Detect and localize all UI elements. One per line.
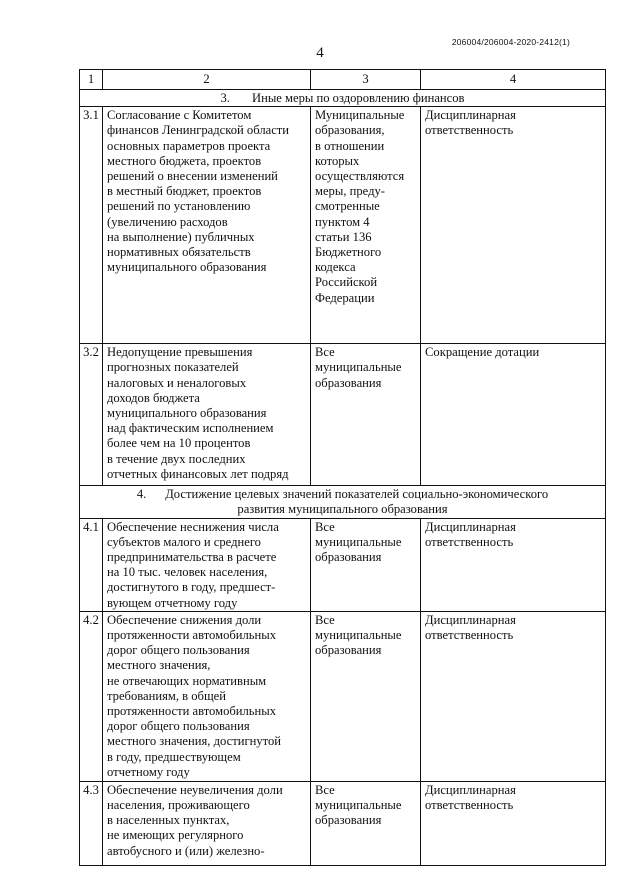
text-line: муниципального образования — [107, 260, 267, 275]
text-line: дорог общего пользования — [107, 643, 250, 658]
text-line: Все — [315, 782, 335, 797]
text-line: местного значения, достигнутой — [107, 734, 282, 749]
text-line: Согласование с Комитетом — [107, 108, 252, 123]
text-line: кодекса — [315, 260, 356, 275]
text-line: достигнутого в году, предшест- — [107, 580, 276, 595]
table-row — [80, 344, 606, 486]
text-line: налоговых и неналоговых — [107, 375, 247, 390]
measure-cell — [103, 611, 311, 781]
text-line: в году, предшествующем — [107, 749, 241, 764]
text-line: образования — [315, 813, 382, 828]
text-line: на 10 тыс. человек населения, — [107, 565, 268, 580]
text-line: местного бюджета, проектов — [107, 153, 262, 168]
text-line: Муниципальные — [315, 108, 405, 123]
section-title: Иные меры по оздоровлению финансов — [251, 91, 465, 105]
text-line: статьи 136 — [315, 229, 372, 244]
section-number: 4. — [136, 487, 147, 502]
text-line: образования — [315, 375, 382, 390]
measure-cell — [103, 518, 311, 611]
table-row — [80, 781, 606, 865]
page-number: 4 — [316, 45, 324, 61]
section-3-title — [80, 90, 606, 107]
measure-cell — [103, 344, 311, 486]
applies-to-cell — [311, 518, 421, 611]
text-line: смотренные — [315, 199, 380, 214]
text-line: вующем отчетному году — [107, 595, 238, 610]
text-line: которых — [315, 153, 360, 168]
applies-to-cell — [311, 611, 421, 781]
text-line: местного значения, — [107, 658, 211, 673]
text-line: Дисциплинарная — [425, 519, 516, 534]
text-line: муниципальные — [315, 534, 402, 549]
column-numbers-row — [80, 70, 606, 90]
text-line: требованиям, в общей — [107, 688, 226, 703]
applies-to-cell — [311, 781, 421, 865]
responsibility-cell — [421, 107, 606, 344]
text-line: ответственность — [425, 798, 514, 813]
text-line: осуществляются — [315, 169, 405, 184]
text-line: Федерации — [315, 290, 375, 305]
section-title-line: Достижение целевых значений показателей социально-экономического — [165, 487, 549, 502]
row-number: 4.2 — [80, 611, 103, 781]
section-4-title — [80, 486, 606, 518]
text-line: Российской — [315, 275, 378, 290]
text-line: Обеспечение неувеличения доли — [107, 782, 283, 797]
text-line: (увеличению расходов — [107, 214, 228, 229]
text-line: субъектов малого и среднего — [107, 534, 261, 549]
text-line: в отношении — [315, 138, 385, 153]
text-line: муниципальные — [315, 628, 402, 643]
text-line: Обеспечение снижения доли — [107, 612, 262, 627]
text-line: ответственность — [425, 123, 514, 138]
text-line: образования, — [315, 123, 385, 138]
text-line: более чем на 10 процентов — [107, 436, 251, 451]
column-number: 3 — [311, 70, 421, 90]
section-title-line: развития муниципального образования — [237, 502, 448, 517]
column-number: 2 — [103, 70, 311, 90]
text-line: муниципальные — [315, 360, 402, 375]
text-line: в течение двух последних — [107, 451, 246, 466]
section-row — [80, 486, 606, 518]
text-line: протяженности автомобильных — [107, 704, 277, 719]
row-number: 4.1 — [80, 518, 103, 611]
text-line: решений о внесении изменений — [107, 169, 278, 184]
row-number: 4.3 — [80, 781, 103, 865]
text-line: отчетных финансовых лет подряд — [107, 466, 289, 481]
text-line: Бюджетного — [315, 245, 382, 260]
text-line: меры, преду- — [315, 184, 385, 199]
row-number: 3.2 — [80, 344, 103, 486]
text-line: не имеющих регулярного — [107, 828, 244, 843]
text-line: образования — [315, 643, 382, 658]
text-line: доходов бюджета — [107, 390, 200, 405]
text-line: в местный бюджет, проектов — [107, 184, 262, 199]
text-line: Все — [315, 345, 335, 360]
applies-to-cell — [311, 344, 421, 486]
text-line: образования — [315, 550, 382, 565]
measure-cell — [103, 107, 311, 344]
text-line: Дисциплинарная — [425, 782, 516, 797]
section-row — [80, 90, 606, 107]
text-line: Обеспечение неснижения числа — [107, 519, 279, 534]
table-row — [80, 107, 606, 344]
column-number: 4 — [421, 70, 606, 90]
text-line: нормативных обязательств — [107, 245, 251, 260]
text-line: Дисциплинарная — [425, 612, 516, 627]
text-line: ответственность — [425, 628, 514, 643]
applies-to-cell — [311, 107, 421, 344]
text-line: Сокращение дотации — [425, 345, 540, 360]
text-line: ответственность — [425, 534, 514, 549]
table-row — [80, 611, 606, 781]
text-line: пунктом 4 — [315, 214, 370, 229]
text-line: Все — [315, 519, 335, 534]
text-line: муниципального образования — [107, 406, 267, 421]
text-line: дорог общего пользования — [107, 719, 250, 734]
text-line: отчетному году — [107, 764, 190, 779]
text-line: в населенных пунктах, — [107, 813, 230, 828]
document-id: 206004/206004-2020-2412(1) — [451, 37, 570, 47]
responsibility-cell — [421, 781, 606, 865]
text-line: протяженности автомобильных — [107, 628, 277, 643]
text-line: автобусного и (или) железно- — [107, 843, 265, 858]
text-line: финансов Ленинградской области — [107, 123, 290, 138]
responsibility-cell — [421, 611, 606, 781]
table-row — [80, 518, 606, 611]
text-line: на выполнение) публичных — [107, 229, 255, 244]
text-line: прогнозных показателей — [107, 360, 239, 375]
text-line: решений по установлению — [107, 199, 251, 214]
text-line: основных параметров проекта — [107, 138, 271, 153]
text-line: предпринимательства в расчете — [107, 550, 277, 565]
text-line: Недопущение превышения — [107, 345, 253, 360]
text-line: не отвечающих нормативным — [107, 673, 267, 688]
responsibility-cell — [421, 518, 606, 611]
column-number: 1 — [80, 70, 103, 90]
text-line: муниципальные — [315, 798, 402, 813]
row-number: 3.1 — [80, 107, 103, 344]
responsibility-cell — [421, 344, 606, 486]
measures-table — [79, 69, 606, 866]
measure-cell — [103, 781, 311, 865]
text-line: Дисциплинарная — [425, 108, 516, 123]
text-line: населения, проживающего — [107, 798, 250, 813]
text-line: над фактическим исполнением — [107, 421, 274, 436]
text-line: Все — [315, 612, 335, 627]
section-number: 3. — [220, 91, 230, 105]
